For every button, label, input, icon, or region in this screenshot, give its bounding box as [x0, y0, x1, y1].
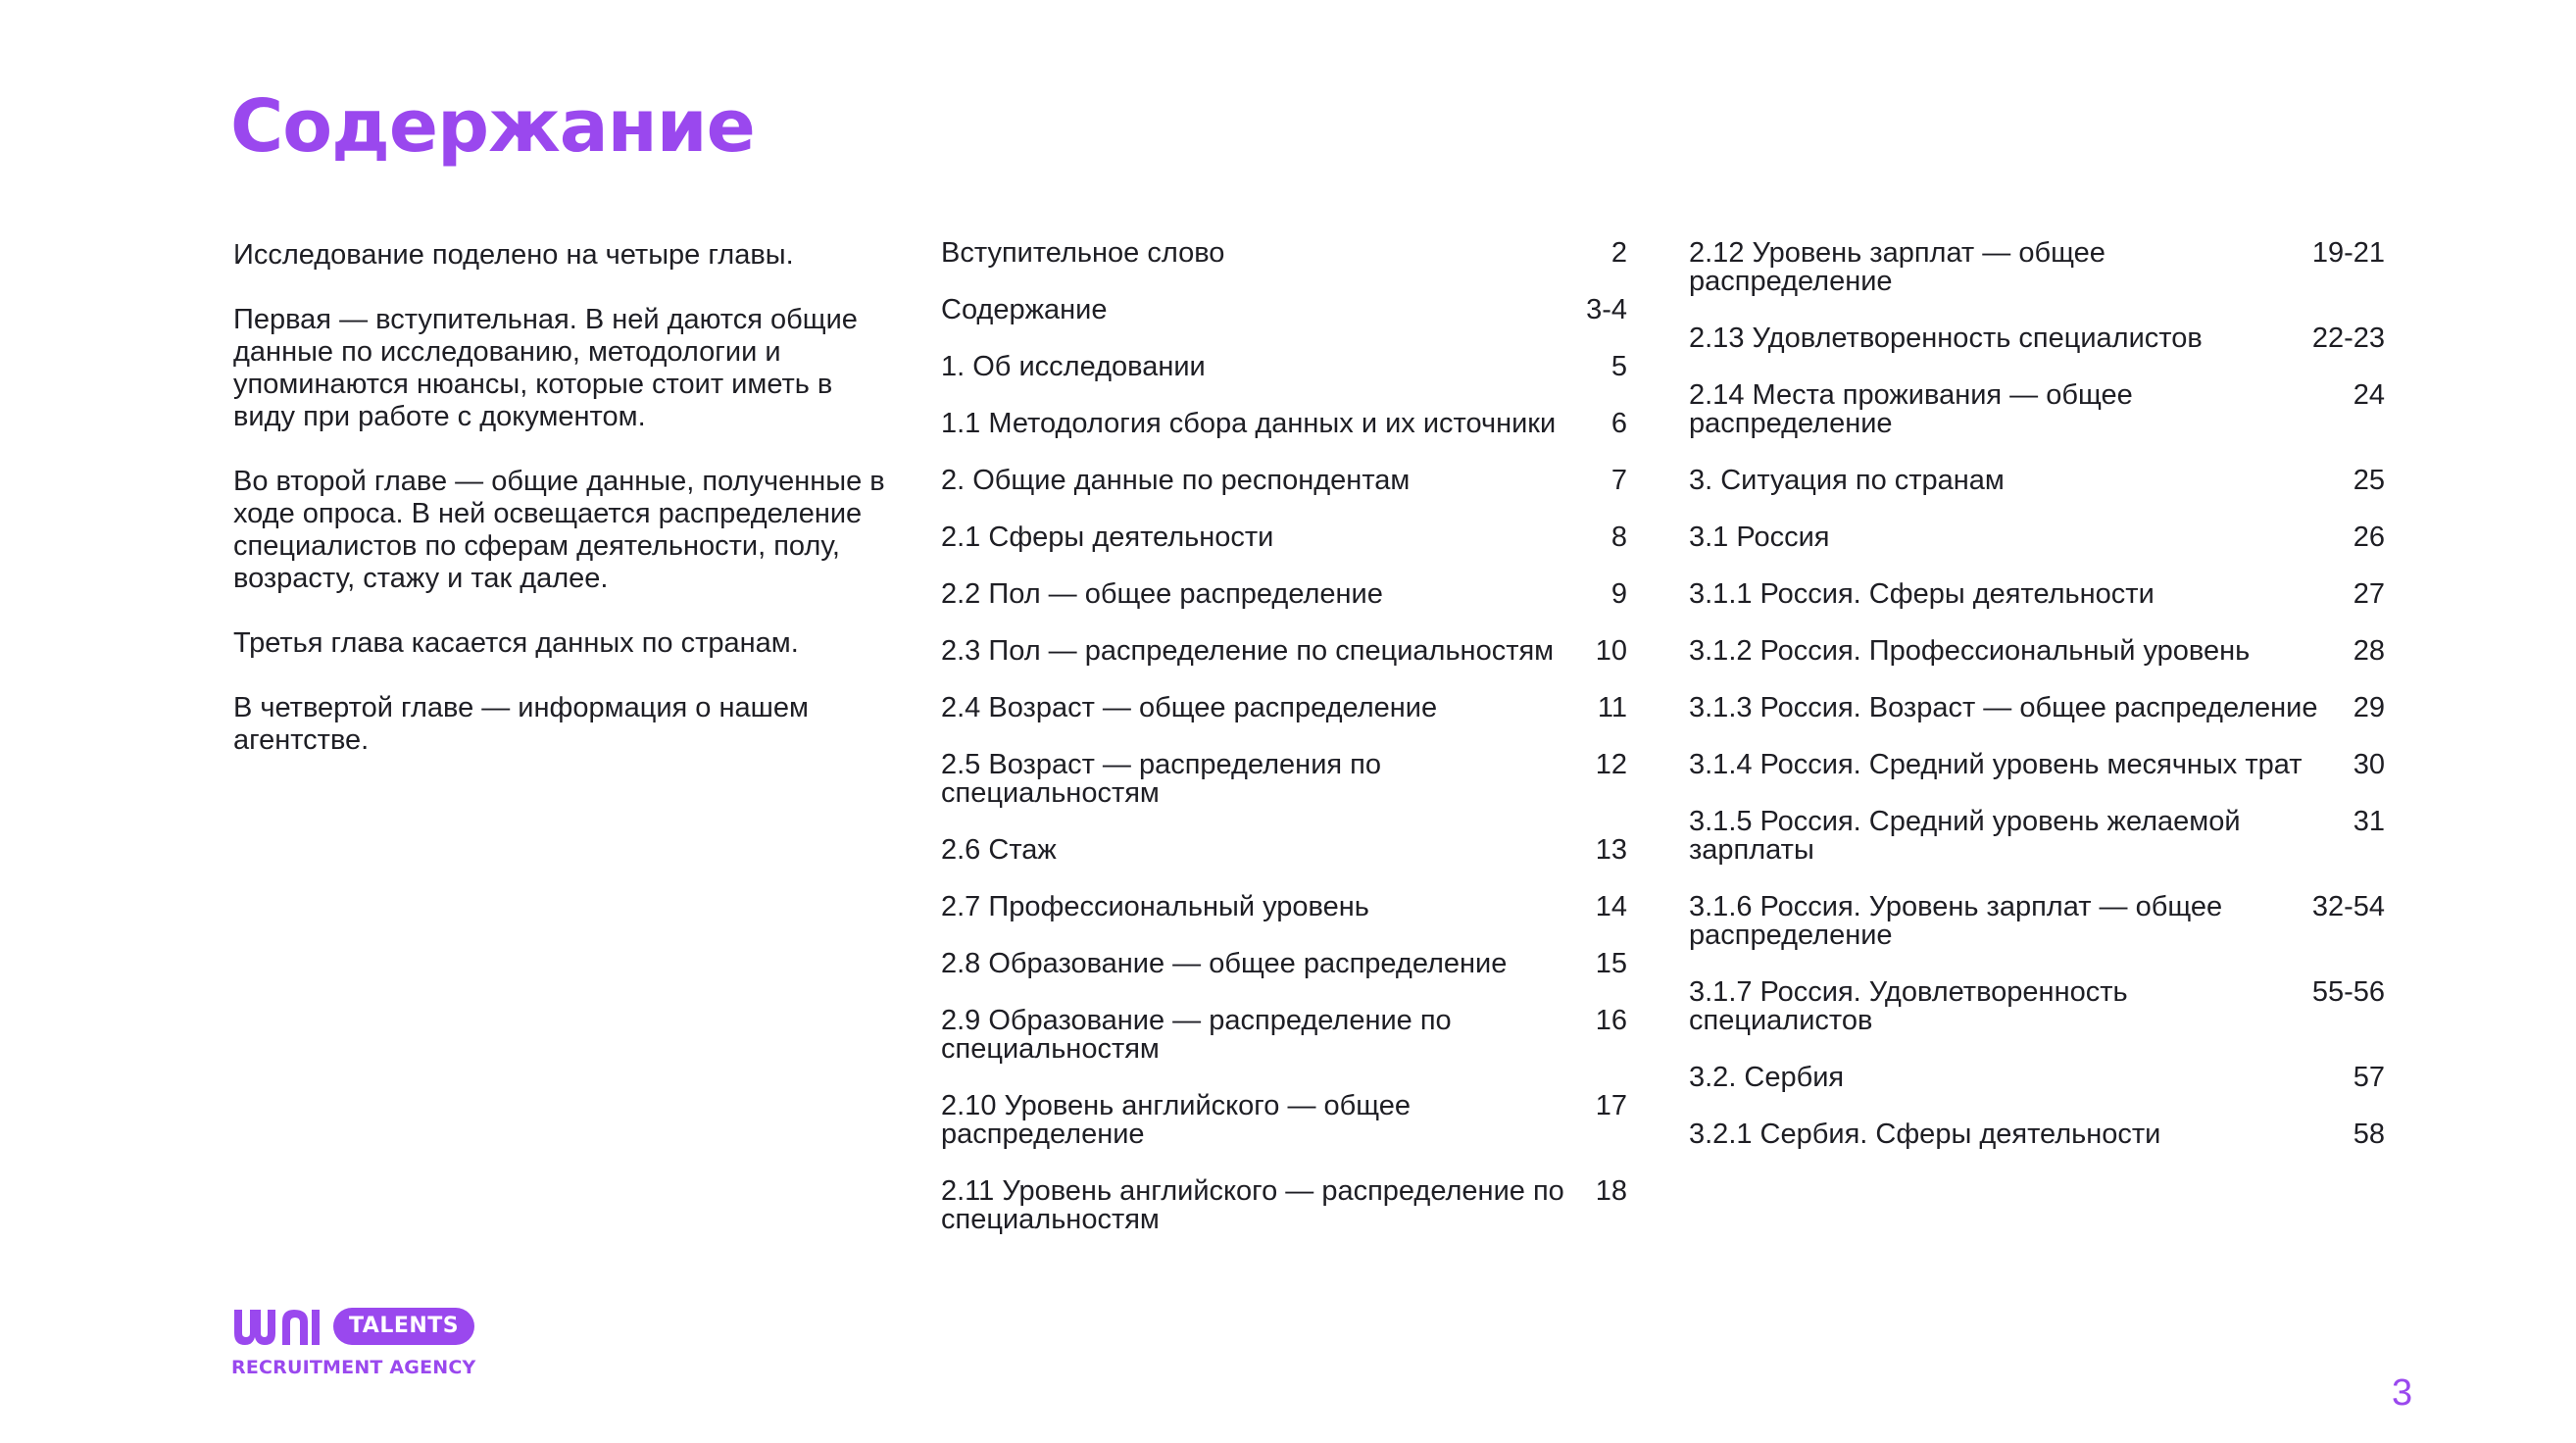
toc-entry[interactable]: [1689, 1064, 2385, 1092]
toc-entry-label: 2.8 Образование — общее распределение: [941, 948, 1508, 979]
toc-entry-label: 2.9 Образование — распределение по специальностям: [941, 1005, 1452, 1065]
toc-entry[interactable]: [1689, 978, 2385, 1035]
toc-entry[interactable]: [941, 751, 1627, 808]
toc-entry-page: 22-23: [2311, 323, 2385, 354]
toc-entry-page: 27: [2353, 578, 2385, 610]
logo-badge: TALENTS: [333, 1308, 474, 1345]
toc-entry-page: 18: [1595, 1175, 1627, 1207]
toc-entry-label: Вступительное слово: [941, 237, 1225, 269]
toc-entry-label: 2.7 Профессиональный уровень: [941, 891, 1369, 922]
toc-entry[interactable]: [941, 1007, 1627, 1064]
toc-entry-label: 2.11 Уровень английского — распределение по специальностям: [941, 1175, 1564, 1235]
toc-entry-page: 6: [1610, 408, 1627, 439]
toc-entry-label: 3.1.5 Россия. Средний уровень желаемой зарплаты: [1689, 806, 2241, 866]
wn-logo-mark-icon: [231, 1306, 329, 1349]
toc-entry[interactable]: [941, 836, 1627, 865]
toc-entry-label: 2.14 Места проживания — общее распределение: [1689, 379, 2133, 439]
intro-paragraph: Первая — вступительная. В ней даются общие данные по исследованию, методологии и упоминаются нюансы, которые стоит иметь в виду при работе с документом.: [233, 304, 858, 432]
toc-entry-label: 1.1 Методология сбора данных и их источники: [941, 408, 1557, 439]
toc-entry-label: 2.6 Стаж: [941, 834, 1057, 866]
toc-entry-label: 3.1.2 Россия. Профессиональный уровень: [1689, 635, 2251, 667]
toc-entry-label: 2.4 Возраст — общее распределение: [941, 692, 1438, 723]
toc-entry[interactable]: [1689, 808, 2385, 865]
toc-entry[interactable]: [1689, 381, 2385, 438]
toc-entry-page: 10: [1595, 635, 1627, 667]
toc-entry-page: 26: [2353, 522, 2385, 553]
toc-entry-page: 2: [1610, 237, 1627, 269]
toc-entry-page: 32-54: [2311, 891, 2385, 922]
toc-entry-label: 2.2 Пол — общее распределение: [941, 578, 1383, 610]
toc-column-1: [941, 239, 1627, 1263]
toc-entry-page: 17: [1595, 1090, 1627, 1121]
toc-column-2: [1689, 239, 2385, 1177]
toc-entry-page: 7: [1610, 465, 1627, 496]
toc-entry[interactable]: [941, 523, 1627, 552]
toc-entry-label: 3.1.3 Россия. Возраст — общее распределение: [1689, 692, 2318, 723]
toc-entry-page: 13: [1595, 834, 1627, 866]
toc-entry-label: 3.1.1 Россия. Сферы деятельности: [1689, 578, 2155, 610]
toc-entry[interactable]: [1689, 1120, 2385, 1149]
toc-entry-page: 14: [1595, 891, 1627, 922]
toc-entry-page: 9: [1610, 578, 1627, 610]
toc-entry[interactable]: [941, 296, 1627, 324]
toc-entry-label: 2.13 Удовлетворенность специалистов: [1689, 323, 2203, 354]
toc-entry-page: 5: [1610, 351, 1627, 382]
toc-entry-label: 3. Ситуация по странам: [1689, 465, 2005, 496]
toc-entry-page: 29: [2353, 692, 2385, 723]
page-title: Содержание: [230, 84, 755, 169]
toc-entry-label: 2.12 Уровень зарплат — общее распределение: [1689, 237, 2105, 297]
toc-entry[interactable]: [941, 239, 1627, 268]
toc-entry-page: 11: [1597, 692, 1627, 723]
toc-entry-label: 3.1 Россия: [1689, 522, 1830, 553]
toc-entry-page: 25: [2353, 465, 2385, 496]
page-number: 3: [2392, 1372, 2413, 1414]
toc-entry-label: Содержание: [941, 294, 1108, 325]
brand-logo: [231, 1306, 496, 1384]
toc-entry-label: 3.2.1 Сербия. Сферы деятельности: [1689, 1119, 2161, 1150]
toc-entry[interactable]: [1689, 637, 2385, 666]
toc-entry[interactable]: [941, 1177, 1627, 1234]
intro-paragraph: Третья глава касается данных по странам.: [233, 627, 799, 659]
toc-entry[interactable]: [941, 637, 1627, 666]
intro-text: [233, 239, 900, 789]
toc-entry-page: 16: [1595, 1005, 1627, 1036]
toc-entry-page: 19-21: [2311, 237, 2385, 269]
toc-entry[interactable]: [941, 694, 1627, 722]
toc-entry[interactable]: [1689, 324, 2385, 353]
toc-entry-page: 15: [1595, 948, 1627, 979]
toc-entry[interactable]: [1689, 580, 2385, 609]
toc-entry-page: 30: [2353, 749, 2385, 780]
toc-entry-label: 2.1 Сферы деятельности: [941, 522, 1274, 553]
toc-entry[interactable]: [1689, 751, 2385, 779]
toc-entry-label: 2. Общие данные по респондентам: [941, 465, 1411, 496]
toc-entry-label: 3.1.7 Россия. Удовлетворенность специалистов: [1689, 976, 2128, 1036]
toc-entry[interactable]: [941, 467, 1627, 495]
toc-entry[interactable]: [941, 580, 1627, 609]
toc-entry[interactable]: [1689, 893, 2385, 950]
toc-entry-page: 58: [2353, 1119, 2385, 1150]
toc-entry[interactable]: [941, 893, 1627, 921]
toc-entry-label: 3.2. Сербия: [1689, 1062, 1845, 1093]
toc-entry-page: 8: [1610, 522, 1627, 553]
toc-entry[interactable]: [1689, 467, 2385, 495]
intro-paragraph: В четвертой главе — информация о нашем агентстве.: [233, 692, 809, 756]
toc-entry[interactable]: [941, 353, 1627, 381]
toc-entry[interactable]: [1689, 239, 2385, 296]
toc-entry[interactable]: [941, 1092, 1627, 1149]
intro-paragraph: Исследование поделено на четыре главы.: [233, 239, 794, 271]
toc-entry-page: 3-4: [1586, 294, 1627, 325]
toc-entry-label: 3.1.6 Россия. Уровень зарплат — общее распределение: [1689, 891, 2223, 951]
toc-entry-label: 2.3 Пол — распределение по специальностям: [941, 635, 1555, 667]
toc-entry-page: 57: [2353, 1062, 2385, 1093]
toc-entry-label: 1. Об исследовании: [941, 351, 1206, 382]
toc-entry[interactable]: [1689, 694, 2385, 722]
toc-entry-label: 2.10 Уровень английского — общее распределение: [941, 1090, 1412, 1150]
logo-subtitle: RECRUITMENT AGENCY: [231, 1357, 476, 1378]
toc-entry[interactable]: [941, 950, 1627, 978]
toc-entry-page: 24: [2353, 379, 2385, 411]
toc-entry-page: 12: [1595, 749, 1627, 780]
toc-entry[interactable]: [1689, 523, 2385, 552]
toc-entry-page: 31: [2353, 806, 2385, 837]
intro-paragraph: Во второй главе — общие данные, полученные в ходе опроса. В ней освещается распределение специалистов по сферам деятельности, полу, возрасту, стажу и так далее.: [233, 466, 885, 594]
toc-entry-page: 28: [2353, 635, 2385, 667]
toc-entry[interactable]: [941, 410, 1627, 438]
toc-entry-label: 2.5 Возраст — распределения по специальностям: [941, 749, 1381, 809]
toc-entry-page: 55-56: [2311, 976, 2385, 1008]
toc-entry-label: 3.1.4 Россия. Средний уровень месячных трат: [1689, 749, 2303, 780]
